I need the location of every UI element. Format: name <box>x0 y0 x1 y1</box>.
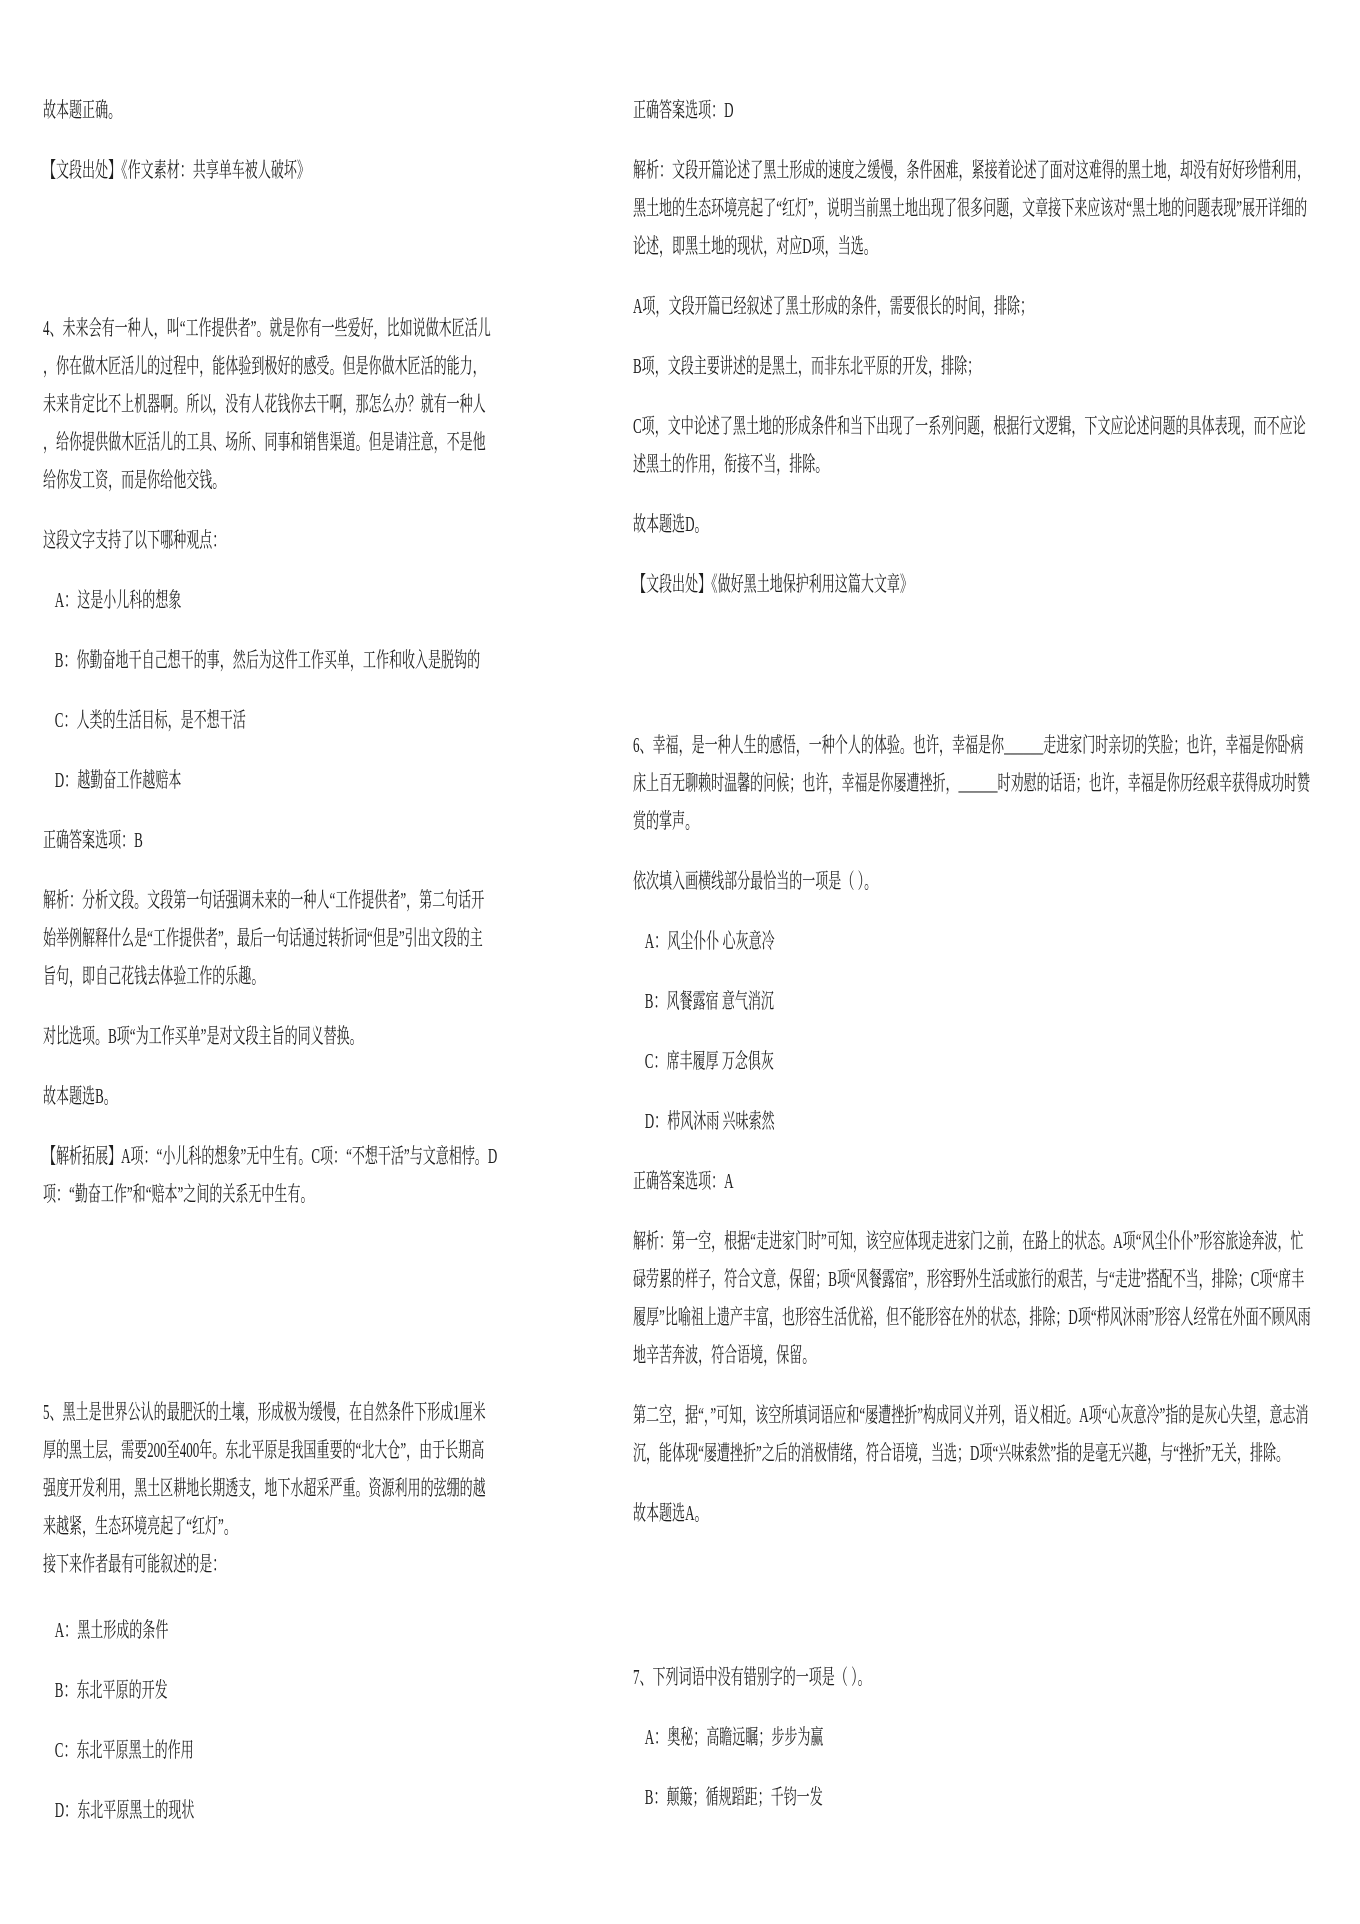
q6-answer: 正确答案选项：A <box>633 1169 734 1193</box>
q5-stem <box>43 1393 543 1583</box>
q4-extension-line: 【解析拓展】A项：“小儿科的想象”无中生有。C项：“不想干活”与文意相悖。D <box>43 1144 498 1168</box>
q4-analysis-line: 旨句，即自己花钱去体验工作的乐趣。 <box>43 964 265 988</box>
q4-answer: 正确答案选项：B <box>43 828 143 852</box>
q4-option-d: D：越勤奋工作越赔本 <box>54 768 182 792</box>
q5-option-c: C：东北平原黑土的作用 <box>54 1738 194 1762</box>
q5-note-c-line: C项，文中论述了黑土地的形成条件和当下出现了一系列问题，根据行文逻辑，下文应论述问题的具体表现，而不应论 <box>633 414 1306 438</box>
q5-answer: 正确答案选项：D <box>633 98 734 122</box>
q7-stem: 7、下列词语中没有错别字的一项是（ ）。 <box>633 1665 871 1689</box>
q6-analysis-blank1 <box>633 1222 1348 1374</box>
q4-stem-line: ，你在做木匠活儿的过程中，能体验到极好的感受。但是你做木匠活的能力， <box>43 354 486 378</box>
q6-analysis-line: 履厚”比喻祖上遗产丰富，也形容生活优裕，但不能形容在外的状态，排除；D项“栉风沐雨”形容人经常在外面不顾风雨 <box>633 1305 1311 1329</box>
q6-analysis-line: 碌劳累的样子，符合文意，保留；B项“风餐露宿”，形容野外生活或旅行的艰苦，与“走进”搭配不当，排除；C项“席丰 <box>633 1267 1305 1291</box>
q5-stem-line: 厚的黑土层，需要200至400年。东北平原是我国重要的“北大仓”，由于长期高 <box>43 1438 485 1462</box>
q6-stem-line: 6、幸福，是一种人生的感悟，一种个人的体验。也许，幸福是你______走进家门时亲切的笑脸；也许，幸福是你卧病 <box>633 733 1304 757</box>
q5-option-d: D：东北平原黑土的现状 <box>54 1798 195 1822</box>
q4-comparison: 对比选项。B项“为工作买单”是对文段主旨的同义替换。 <box>43 1024 363 1048</box>
q5-prompt: 接下来作者最有可能叙述的是： <box>43 1552 226 1576</box>
q5-analysis-line: 黑土地的生态环境亮起了“红灯”，说明当前黑土地出现了很多问题，文章接下来应该对“黑土地的问题表现”展开详细的 <box>633 196 1308 220</box>
q4-stem-line: 4、未来会有一种人，叫“工作提供者”。就是你有一些爱好，比如说做木匠活儿 <box>43 316 491 340</box>
q5-note-b: B项，文段主要讲述的是黑土，而非东北平原的开发，排除； <box>633 354 981 378</box>
q5-stem-line: 来越紧，生态环境亮起了“红灯”。 <box>43 1514 237 1538</box>
q5-option-b: B：东北平原的开发 <box>54 1678 168 1702</box>
q5-analysis <box>633 151 1348 265</box>
q4-stem-line: 未来肯定比不上机器啊。所以，没有人花钱你去干啊，那怎么办？就有一种人 <box>43 392 486 416</box>
q4-stem <box>43 309 543 499</box>
q5-analysis-line: 论述，即黑土地的现状，对应D项，当选。 <box>633 234 877 258</box>
question-spacer <box>43 1235 44 1393</box>
q5-stem-line: 强度开发利用，黑土区耕地长期透支，地下水超采严重。资源利用的弦绷的越 <box>43 1476 486 1500</box>
left-column-content <box>43 0 543 1829</box>
q4-analysis-line: 解析：分析文段。文段第一句话强调未来的一种人“工作提供者”，第二句话开 <box>43 888 485 912</box>
q4-stem-line: ，给你提供做木匠活儿的工具、场所、同事和销售渠道。但是请注意，不是他 <box>43 430 486 454</box>
question-spacer <box>43 211 44 309</box>
q5-note-c-line: 述黑土的作用，衔接不当，排除。 <box>633 452 829 476</box>
q6-stem-line: 床上百无聊赖时温馨的问候；也许，幸福是你屡遭挫折，______时劝慰的话语；也许，幸福是你历经艰辛获得成功时赞 <box>633 771 1311 795</box>
question-spacer <box>633 625 634 726</box>
left-column <box>43 0 543 1924</box>
q5-source: 【文段出处】《做好黑土地保护利用这篇大文章》 <box>633 572 913 596</box>
q7-option-b: B：颠簸；循规蹈距；千钧一发 <box>644 1785 823 1809</box>
q4-analysis <box>43 881 543 995</box>
q4-extension-line: 项：“勤奋工作”和“赔本”之间的关系无中生有。 <box>43 1182 314 1206</box>
q4-option-c: C：人类的生活目标，是不想干活 <box>54 708 246 732</box>
q5-conclusion: 故本题选D。 <box>633 512 708 536</box>
q5-note-c <box>633 407 1348 483</box>
q3-source: 【文段出处】《作文素材：共享单车被人破坏》 <box>43 158 310 182</box>
question-spacer <box>633 1554 634 1658</box>
q4-prompt: 这段文字支持了以下哪种观点： <box>43 528 226 552</box>
q5-analysis-line: 解析：文段开篇论述了黑土形成的速度之缓慢，条件困难，紧接着论述了面对这难得的黑土地，却没有好好珍惜利用， <box>633 158 1311 182</box>
q6-analysis-line: 沉，能体现“屡遭挫折”之后的消极情绪，符合语境，当选；D项“兴味索然”指的是毫无兴趣，与“挫折”无关，排除。 <box>633 1441 1290 1465</box>
q7-option-a: A：奥秘；高瞻远瞩；步步为赢 <box>644 1725 824 1749</box>
q6-analysis-blank2 <box>633 1396 1348 1472</box>
q6-analysis-line: 第二空，据“，”可知，该空所填词语应和“屡遭挫折”构成同义并列，语义相近。A项“心灰意冷”指的是灰心失望，意志消 <box>633 1403 1309 1427</box>
q5-option-a: A：黑土形成的条件 <box>54 1618 169 1642</box>
q6-conclusion: 故本题选A。 <box>633 1501 708 1525</box>
q6-option-c: C：席丰履厚 万念俱灰 <box>644 1049 774 1073</box>
q6-option-d: D：栉风沐雨 兴味索然 <box>644 1109 775 1133</box>
right-column-content <box>633 0 1348 1816</box>
q6-analysis-line: 解析：第一空，根据“走进家门时”可知，该空应体现走进家门之前，在路上的状态。A项“风尘仆仆”形容旅途奔波，忙 <box>633 1229 1304 1253</box>
q4-stem-line: 给你发工资，而是你给他交钱。 <box>43 468 226 492</box>
q4-analysis-line: 始举例解释什么是“工作提供者”，最后一句话通过转折词“但是”引出文段的主 <box>43 926 483 950</box>
q6-stem-line: 赏的掌声。 <box>633 809 699 833</box>
q5-stem-line: 5、黑土是世界公认的最肥沃的土壤，形成极为缓慢，在自然条件下形成1厘米 <box>43 1400 486 1424</box>
q5-note-a: A项，文段开篇已经叙述了黑土形成的条件，需要很长的时间，排除； <box>633 294 1034 318</box>
q4-conclusion: 故本题选B。 <box>43 1084 117 1108</box>
q6-option-a: A：风尘仆仆 心灰意冷 <box>644 929 775 953</box>
q4-extension <box>43 1137 543 1213</box>
right-column <box>633 0 1348 1924</box>
q6-option-b: B：风餐露宿 意气消沉 <box>644 989 774 1013</box>
q4-option-b: B：你勤奋地干自己想干的事，然后为这件工作买单，工作和收入是脱钩的 <box>54 648 481 672</box>
q4-option-a: A：这是小儿科的想象 <box>54 588 182 612</box>
q6-prompt: 依次填入画横线部分最恰当的一项是（ ）。 <box>633 869 878 893</box>
q6-analysis-line: 地辛苦奔波，符合语境，保留。 <box>633 1343 816 1367</box>
q3-conclusion: 故本题正确。 <box>43 98 122 122</box>
q6-stem <box>633 726 1348 840</box>
